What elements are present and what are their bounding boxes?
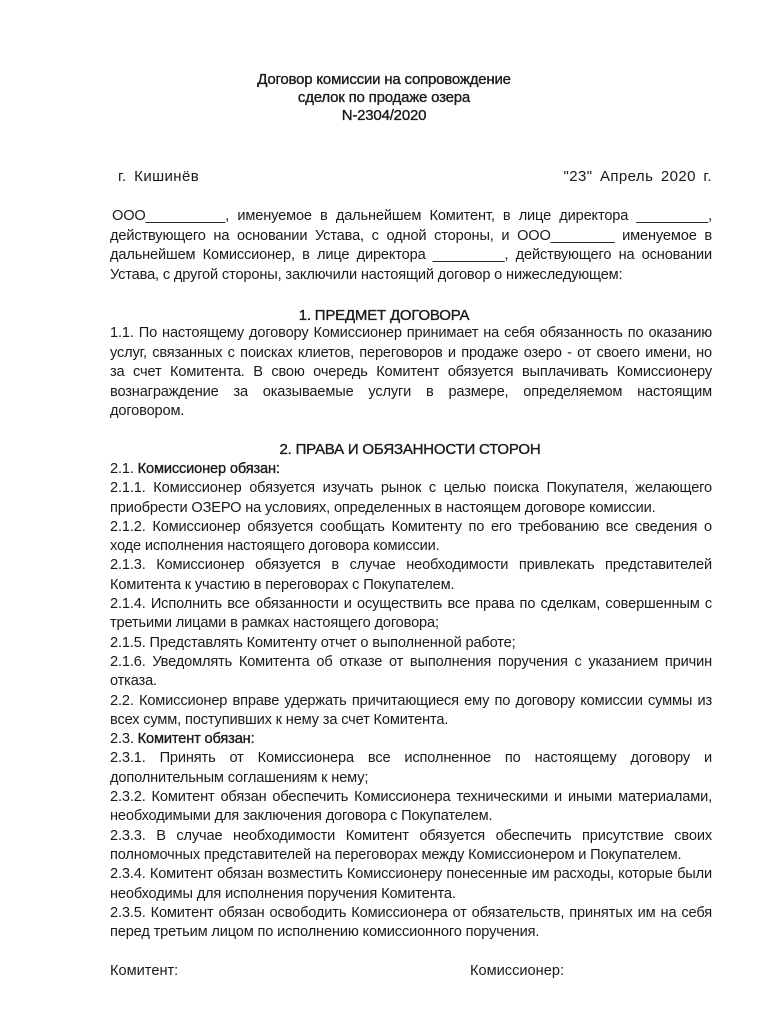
preamble <box>110 207 712 285</box>
title-line: сделок по продаже озера <box>297 89 471 106</box>
clause-2-1-1: 2.1.1. Комиссионер обязуется изучать рынок с целью поиска Покупателя, желающего приобрести ОЗЕРО на условиях, определенных в настоящем договоре комиссии. <box>110 480 712 516</box>
clause-2-1-4: 2.1.4. Исполнить все обязанности и осуществить все права по сделкам, совершенным с третьими лицами в рамках настоящего договора; <box>110 596 712 632</box>
clause-2-1-2: 2.1.2. Комиссионер обязуется сообщать Комитенту по его требованию все сведения о ходе исполнения настоящего договора комиссии. <box>110 518 712 555</box>
agent-signature-label: Комиссионер: <box>470 963 565 979</box>
clause-2-3-3: 2.3.3. В случае необходимости Комитент обязуется обеспечить присутствие своих полномочных представителей на переговорах между Комиссионером и Покупателем. <box>110 827 712 863</box>
clause-2-1-6: 2.1.6. Уведомлять Комитента об отказе от выполнения поручения с указанием причин отказа. <box>110 653 712 690</box>
subsection-number: 2.1. <box>110 461 138 477</box>
section-1-heading: 1. ПРЕДМЕТ ДОГОВОРА <box>298 307 470 324</box>
clause-2-2: 2.2. Комиссионер вправе удержать причитающиеся ему по договору комиссии суммы из всех сумм, поступивших к нему за счет Комитента. <box>110 692 712 728</box>
subsection-label: Комитент обязан: <box>137 731 255 748</box>
place-date-row <box>118 168 712 186</box>
principal-signature-label: Комитент: <box>110 963 179 979</box>
clause-2-3-1: 2.3.1. Принять от Комиссионера все исполненное по настоящему договору и дополнительным соглашениям к нему; <box>110 750 712 786</box>
document-title <box>0 71 768 125</box>
contract-date: "23" Апрель 2020 г. <box>563 168 712 185</box>
clause-1-1: 1.1. По настоящему договору Комиссионер принимает на себя обязанность по оказанию услуг, связанных с поисках клиетов, переговоров и продаже озеро - от своего имени, но за счет Комитента. В свою очередь Комитент обязуется выплачивать Комиссионеру вознаграждение за оказываемые услуги в размере, определяемом настоящим договором. <box>110 325 712 419</box>
city: г. Кишинёв <box>118 168 200 185</box>
clause-2-3-4: 2.3.4. Комитент обязан возместить Комиссионеру понесенные им расходы, которые были необходимы для исполнения поручения Комитента. <box>110 866 712 902</box>
clause-2-3-2: 2.3.2. Комитент обязан обеспечить Комиссионера техническими и иными материалами, необходимыми для заключения договора с Покупателем. <box>110 789 712 825</box>
contract-number: N-2304/2020 <box>341 107 427 124</box>
subsection-2-3-heading <box>110 730 712 749</box>
clause-2-3-5: 2.3.5. Комитент обязан освободить Комиссионера от обязательств, принятых им на себя перед третьим лицом по исполнению комиссионного поручения. <box>110 904 712 941</box>
section-2-heading: 2. ПРАВА И ОБЯЗАННОСТИ СТОРОН <box>279 441 541 458</box>
section-1-body <box>110 324 712 422</box>
preamble-paragraph: ООО__________, именуемое в дальнейшем Комитент, в лице директора _________, действующего на основании Устава, с одной стороны, и ООО________ именуемое в дальнейшем Комиссионер, в лице директора _________, действующего на основании Устава, с другой стороны, заключили настоящий договор о нижеследующем: <box>110 208 712 283</box>
clause-2-1-3: 2.1.3. Комиссионер обязуется в случае необходимости привлекать представителей Комитента к участию в переговорах с Покупателем. <box>110 557 712 593</box>
clause-2-1-5: 2.1.5. Представлять Комитенту отчет о выполненной работе; <box>110 634 516 651</box>
subsection-number: 2.3. <box>110 731 138 748</box>
subsection-2-1-heading <box>110 460 712 479</box>
subsection-label: Комиссионер обязан: <box>137 461 280 477</box>
section-2-body <box>110 460 712 942</box>
title-line: Договор комиссии на сопровождение <box>257 71 511 88</box>
